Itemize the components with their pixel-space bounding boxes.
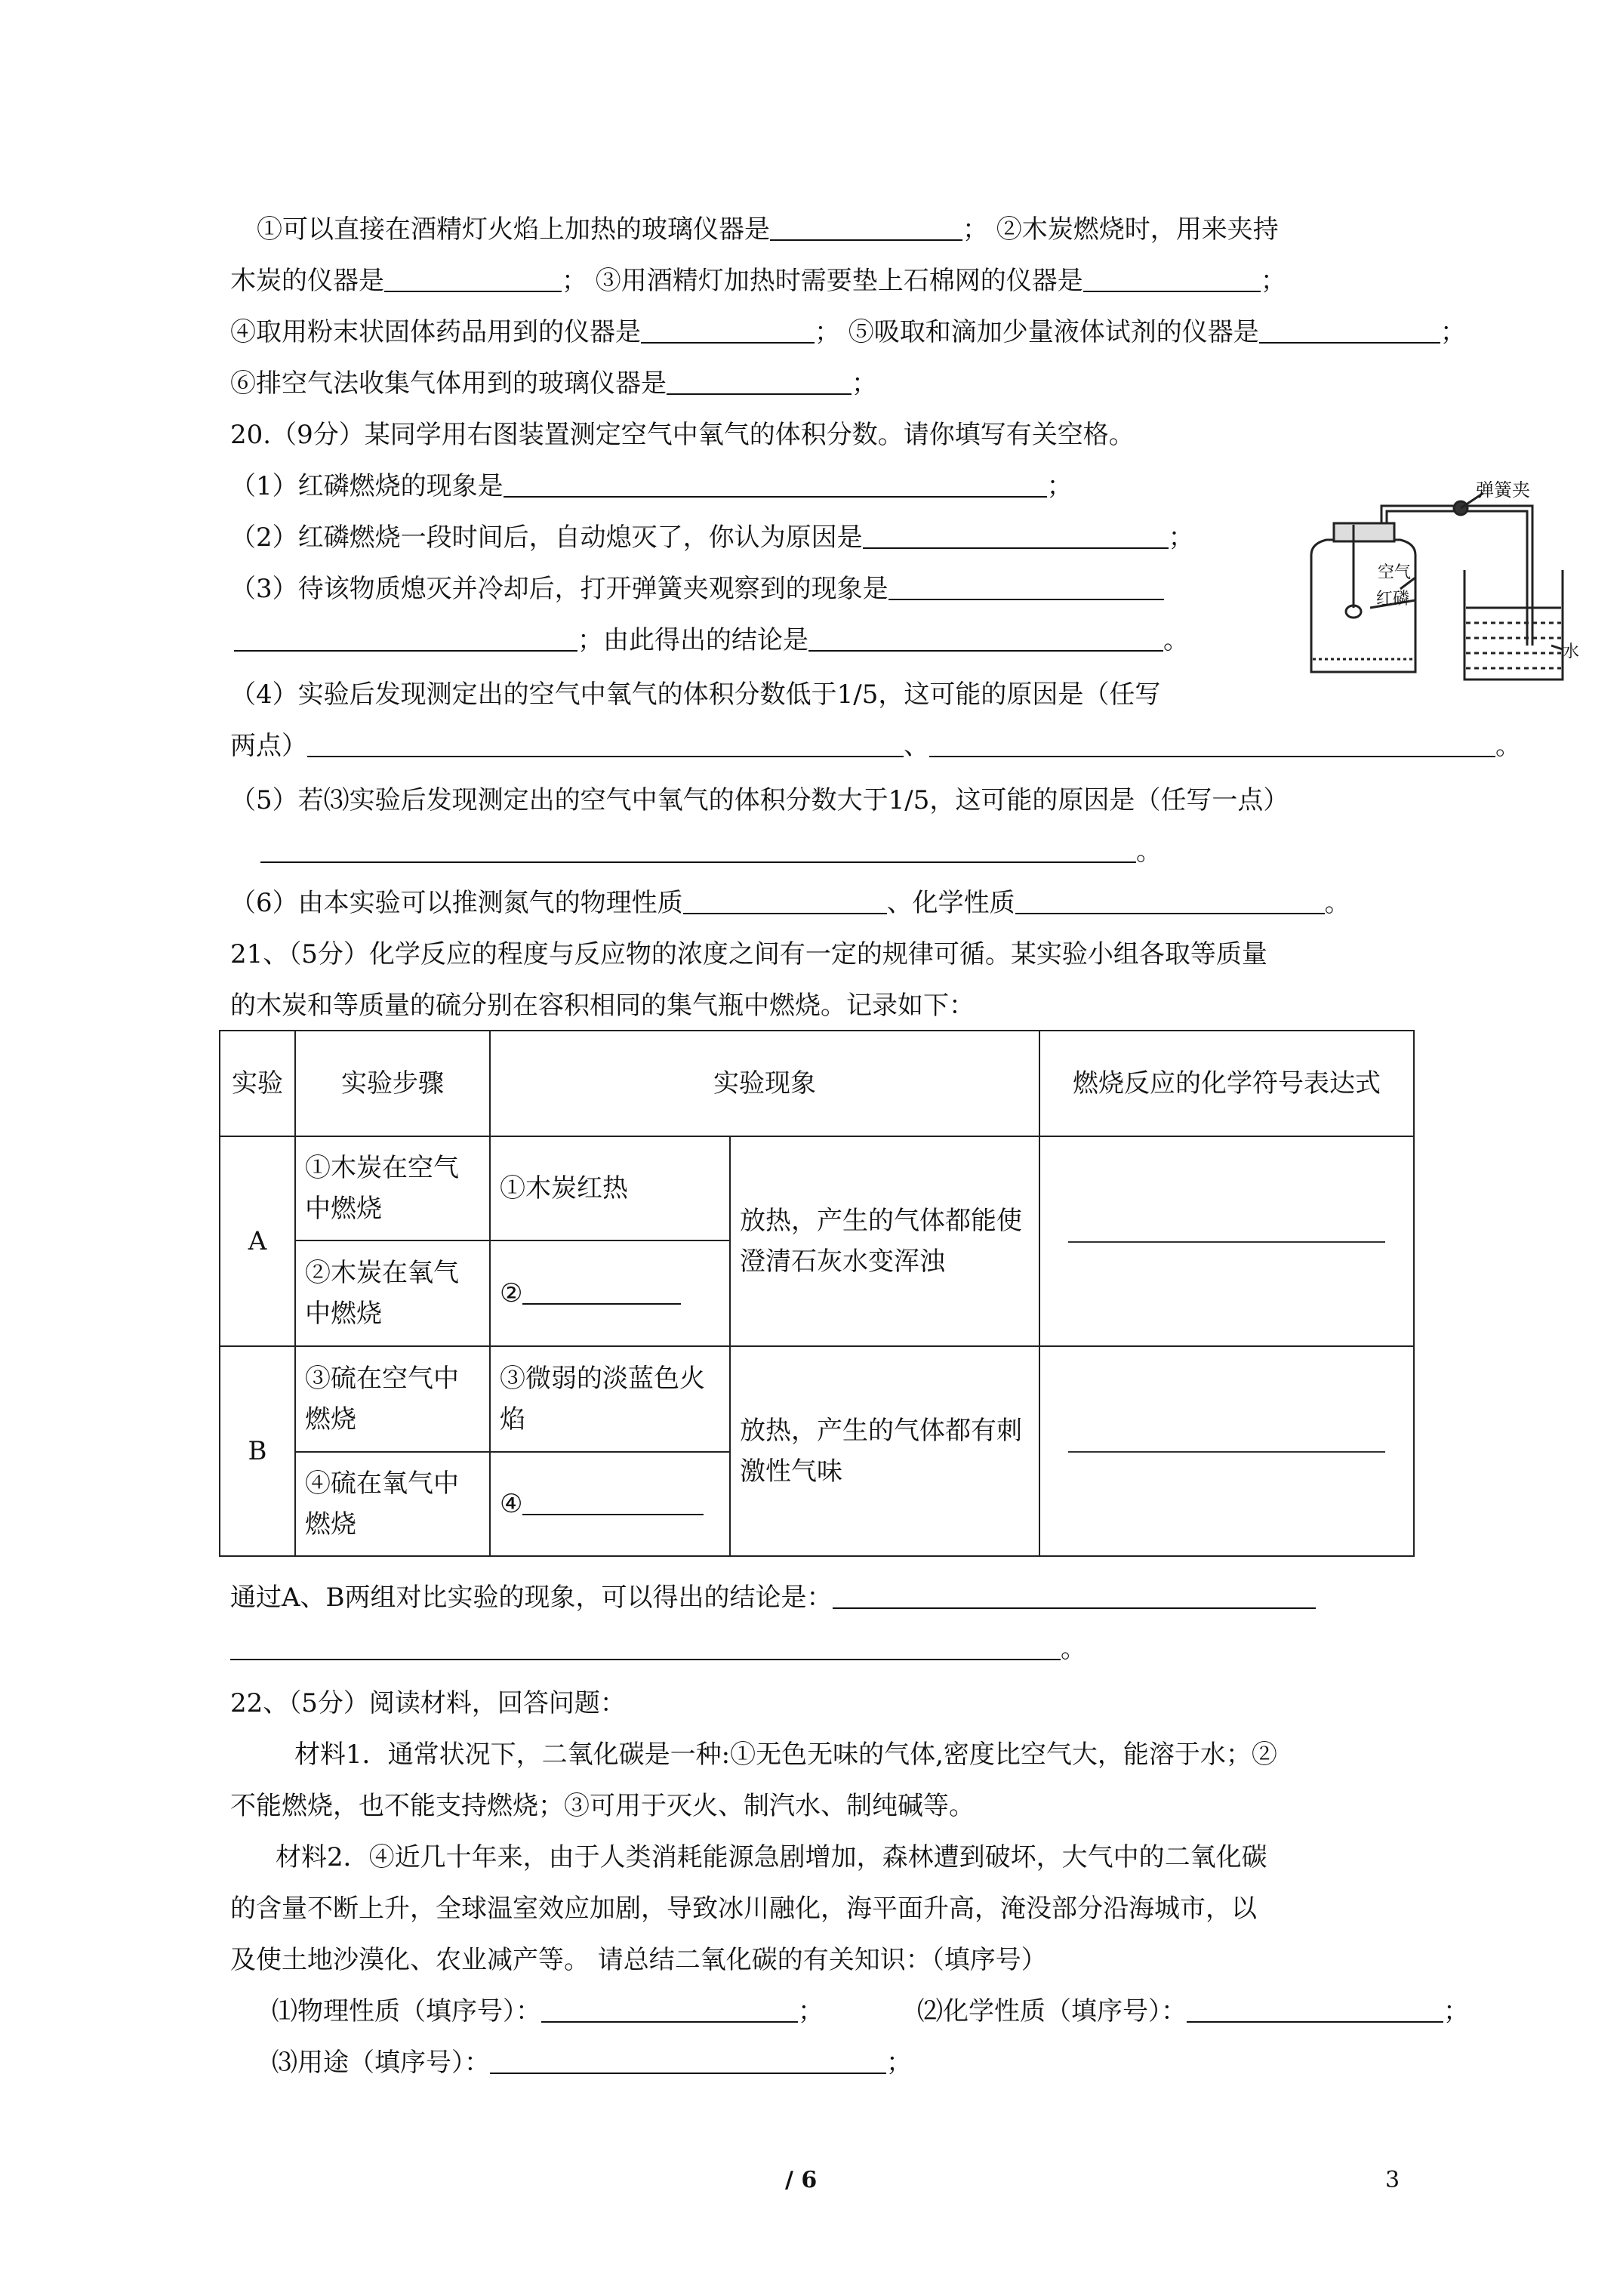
header-phenomenon: 实验现象	[490, 1031, 1039, 1136]
phenomenon-b1: ③微弱的淡蓝色火焰	[490, 1346, 730, 1452]
q21-conclusion: 通过A、B两组对比实验的现象，可以得出的结论是：	[230, 1583, 1316, 1613]
stopper	[1334, 523, 1394, 541]
q22-use: ⑶用途（填序号）： ；	[272, 2048, 912, 2078]
answer-blank[interactable]	[863, 525, 1169, 549]
answer-blank[interactable]	[541, 1999, 798, 2023]
q20-part-4: （4）实验后发现测定出的空气中氧气的体积分数低于1/5，这可能的原因是（任写	[230, 680, 1161, 710]
experiment-table	[219, 1030, 1415, 1557]
header-step: 实验步骤	[295, 1031, 490, 1136]
label-clip: 弹簧夹	[1476, 479, 1530, 501]
equation-a-blank[interactable]	[1068, 1240, 1385, 1243]
answer-blank[interactable]	[1187, 1999, 1443, 2023]
q22-material-1a: 材料1．通常状况下，二氧化碳是一种:①无色无味的气体,密度比空气大，能溶于水；②	[294, 1740, 1277, 1770]
q22-material-2b: 的含量不断上升，全球温室效应加剧，导致冰川融化，海平面升高，淹没部分沿海城市，以	[230, 1894, 1257, 1924]
equation-b-cell[interactable]	[1039, 1346, 1414, 1556]
answer-blank[interactable]	[641, 319, 815, 344]
answer-blank[interactable]	[683, 890, 887, 914]
q19-item-1-text: ①可以直接在酒精灯火焰上加热的玻璃仪器是	[257, 214, 770, 245]
q20-part-1: （1）红磷燃烧的现象是 ；	[230, 471, 1073, 501]
phenomenon-a2: ②	[500, 1278, 523, 1308]
q20-part-6: （6）由本实验可以推测氮气的物理性质 、化学性质 。	[230, 888, 1350, 918]
answer-blank[interactable]	[384, 268, 562, 292]
answer-blank[interactable]	[504, 473, 1047, 498]
q20-part-5-cont: 。	[260, 837, 1162, 867]
q20-part-3: （3）待该物质熄灭并冷却后，打开弹簧夹观察到的现象是	[230, 574, 1164, 604]
header-group: 实验	[220, 1031, 295, 1136]
step-a1: ①木炭在空气中燃烧	[295, 1136, 490, 1240]
phenomenon-a1: ①木炭红热	[490, 1136, 730, 1240]
page-number: 3	[1385, 2167, 1400, 2193]
step-a2: ②木炭在氧气中燃烧	[295, 1240, 490, 1346]
answer-blank[interactable]	[522, 1491, 704, 1515]
equation-b-blank[interactable]	[1068, 1450, 1385, 1453]
q20-part-5: （5）若⑶实验后发现测定出的空气中氧气的体积分数大于1/5，这可能的原因是（任写一点）	[230, 785, 1289, 815]
phenomenon-a-common: 放热，产生的气体都能使澄清石灰水变浑浊	[730, 1136, 1039, 1346]
table-row	[220, 1346, 1414, 1452]
answer-blank[interactable]	[1083, 268, 1261, 292]
phenomenon-b2: ④	[500, 1489, 523, 1519]
answer-blank[interactable]	[230, 1636, 1061, 1660]
group-b-label: B	[220, 1346, 295, 1556]
answer-blank[interactable]	[234, 627, 577, 652]
group-a-label: A	[220, 1136, 295, 1346]
answer-blank[interactable]	[1015, 890, 1325, 914]
q22-chemical: ⑵化学性质（填序号）： ；	[917, 1996, 1469, 2026]
phenomenon-b-common: 放热，产生的气体都有刺激性气味	[730, 1346, 1039, 1556]
q22-material-2a: 材料2．④近几十年来，由于人类消耗能源急剧增加，森林遭到破坏，大气中的二氧化碳	[276, 1842, 1267, 1872]
answer-blank[interactable]	[667, 371, 852, 395]
phenomenon-b2-cell	[490, 1452, 730, 1556]
label-air: 空气	[1378, 563, 1412, 582]
q20-part-4-cont: 两点） 、 。	[230, 731, 1521, 761]
answer-blank[interactable]	[770, 217, 962, 241]
equation-a-cell[interactable]	[1039, 1136, 1414, 1346]
q21-conclusion-cont: 。	[230, 1634, 1086, 1664]
q21-title-2: 的木炭和等质量的硫分别在容积相同的集气瓶中燃烧。记录如下：	[230, 991, 975, 1021]
answer-blank[interactable]	[307, 733, 904, 757]
q22-material-2c: 及使土地沙漠化、农业减产等。 请总结二氧化碳的有关知识：（填序号）	[230, 1945, 1047, 1975]
header-equation: 燃烧反应的化学符号表达式	[1039, 1031, 1414, 1136]
answer-blank[interactable]	[522, 1281, 681, 1305]
step-b1: ③硫在空气中燃烧	[295, 1346, 490, 1452]
q22-physical: ⑴物理性质（填序号）： ；	[272, 1996, 824, 2026]
q20-part-2: （2）红磷燃烧一段时间后，自动熄灭了，你认为原因是 ；	[230, 522, 1194, 553]
answer-blank[interactable]	[833, 1585, 1316, 1609]
page-total: / 6	[785, 2167, 818, 2193]
answer-blank[interactable]	[929, 733, 1495, 757]
q19-line-2: 木炭的仪器是 ； ③用酒精灯加热时需要垫上石棉网的仪器是 ；	[230, 266, 1286, 296]
answer-blank[interactable]	[260, 839, 1136, 863]
apparatus-figure	[1302, 479, 1580, 691]
step-b2: ④硫在氧气中燃烧	[295, 1452, 490, 1556]
q20-part-3-cont: ；由此得出的结论是 。	[234, 625, 1189, 655]
beaker	[1464, 570, 1563, 680]
q19-line-4: ⑥排空气法收集气体用到的玻璃仪器是 ；	[230, 368, 877, 399]
answer-blank[interactable]	[808, 627, 1163, 652]
phenomenon-a2-cell	[490, 1240, 730, 1346]
q19-line-3: ④取用粉末状固体药品用到的仪器是 ； ⑤吸取和滴加少量液体试剂的仪器是 ；	[230, 317, 1466, 347]
q22-material-1b: 不能燃烧，也不能支持燃烧；③可用于灭火、制汽水、制纯碱等。	[230, 1791, 975, 1821]
answer-blank[interactable]	[1259, 319, 1440, 344]
q21-title-1: 21、（5分）化学反应的程度与反应物的浓度之间有一定的规律可循。某实验小组各取等质量	[230, 939, 1267, 969]
table-header-row	[220, 1031, 1414, 1136]
label-water: 水	[1563, 643, 1580, 661]
table-row	[220, 1136, 1414, 1240]
answer-blank[interactable]	[888, 576, 1164, 600]
q20-title: 20.（9分）某同学用右图装置测定空气中氧气的体积分数。请你填写有关空格。	[230, 420, 1135, 450]
label-phosphorus: 红磷	[1376, 590, 1410, 609]
answer-blank[interactable]	[490, 2050, 886, 2074]
q22-title: 22、（5分）阅读材料，回答问题：	[230, 1688, 626, 1718]
q19-line-1: ①可以直接在酒精灯火焰上加热的玻璃仪器是 ； ②木炭燃烧时，用来夹持	[257, 214, 1279, 245]
